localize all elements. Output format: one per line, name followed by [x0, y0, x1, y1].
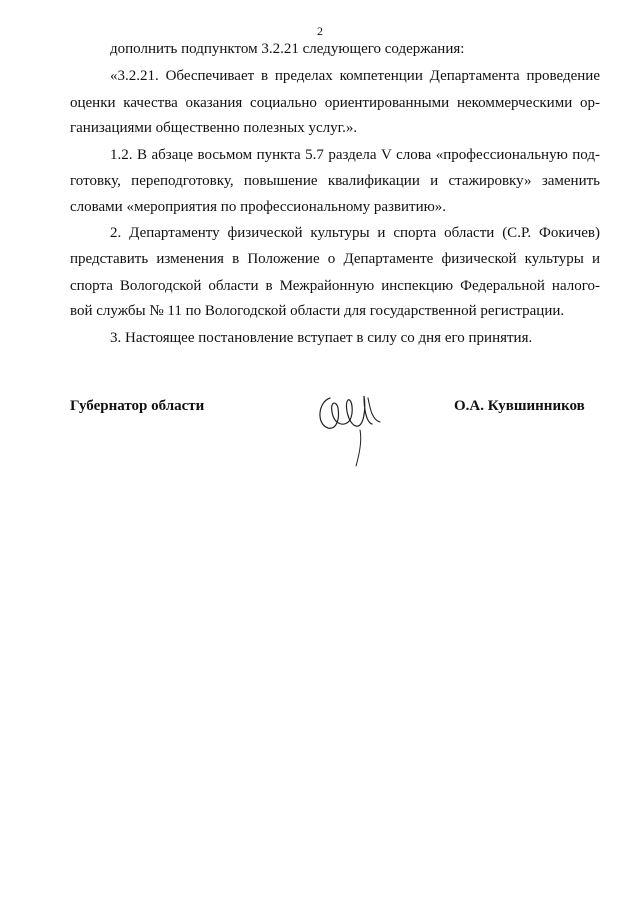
text-line: представить изменения в Положение о Департаменте физической культуры и [70, 251, 600, 267]
text-line-item-2: 2. Департаменту физической культуры и спорта области (С.Р. Фокичев) [110, 225, 600, 241]
signatory-name: О.А. Кувшинников [454, 398, 585, 414]
text-line: готовку, переподготовку, повышение квалификации и стажировку» заменить [70, 173, 600, 189]
text-line-item-3: 3. Настоящее постановление вступает в силу со дня его принятия. [110, 330, 533, 346]
text-line: вой службы № 11 по Вологодской области для государственной регистрации. [70, 303, 565, 319]
text-line-quote-start: «3.2.21. Обеспечивает в пределах компетенции Департамента проведение [110, 68, 600, 84]
text-line: оценки качества оказания социально ориентированными некоммерческими ор- [70, 95, 600, 111]
handwritten-signature [310, 378, 390, 468]
text-line-continuation: дополнить подпунктом 3.2.21 следующего содержания: [110, 41, 465, 57]
text-line: словами «мероприятия по профессиональному развитию». [70, 199, 447, 215]
signatory-title: Губернатор области [70, 398, 205, 414]
page-number: 2 [317, 24, 323, 38]
text-line-item-1-2: 1.2. В абзаце восьмом пункта 5.7 раздела V слова «профессиональную под- [110, 147, 600, 163]
text-line-quote-end: ганизациями общественно полезных услуг.». [70, 120, 358, 136]
text-line: спорта Вологодской области в Межрайонную инспекцию Федеральной налого- [70, 278, 600, 294]
